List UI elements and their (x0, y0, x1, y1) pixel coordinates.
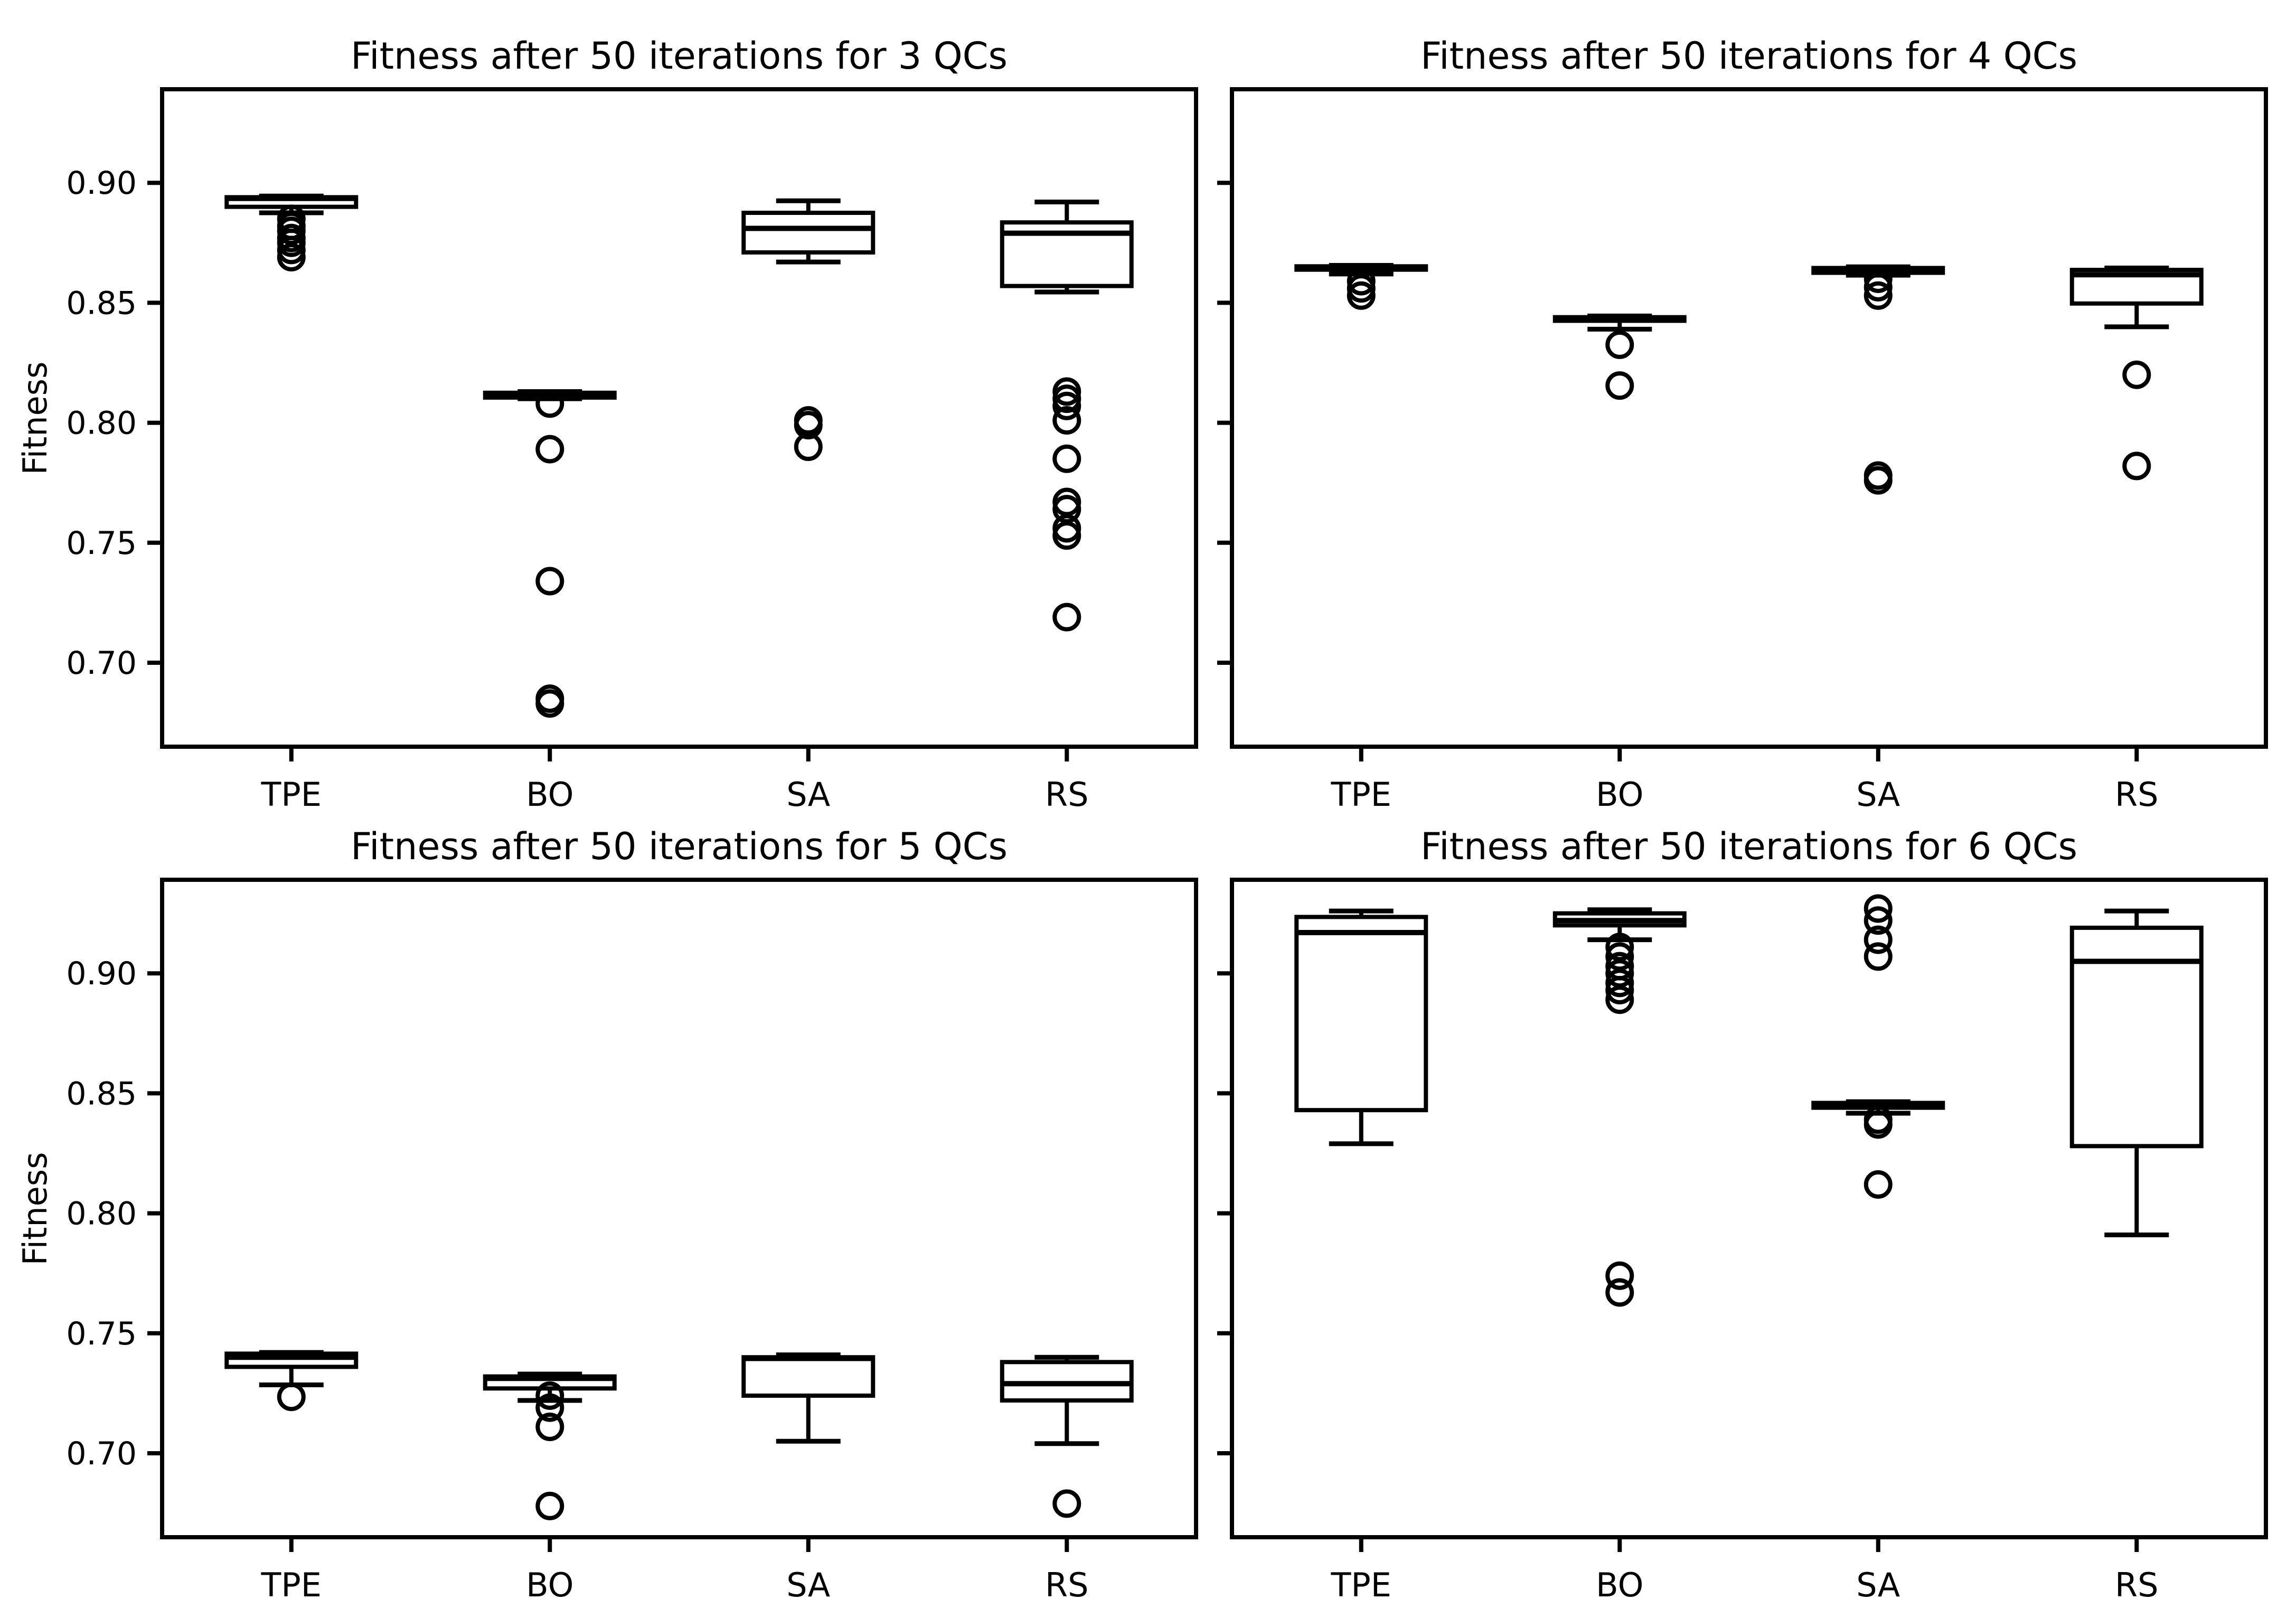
x-tick-label: SA (786, 1566, 831, 1599)
plot-area-5qcs (66, 880, 1196, 1599)
outlier-marker (1055, 605, 1079, 629)
x-tick-label: BO (526, 775, 574, 814)
y-tick-label: 0.85 (66, 285, 137, 322)
axes-frame (162, 89, 1196, 747)
x-tick-label: BO (1596, 1566, 1644, 1599)
x-tick-label: TPE (261, 775, 322, 814)
plot-area-6qcs (1217, 880, 2266, 1599)
x-tick-label: BO (526, 1566, 574, 1599)
y-tick-label: 0.70 (66, 644, 137, 682)
box-rect (744, 213, 873, 252)
subplot-title: Fitness after 50 iterations for 6 QCs (1420, 825, 2078, 868)
subplot-6qcs (1217, 825, 2266, 1599)
axes-frame (1232, 89, 2266, 747)
y-tick-label: 0.80 (66, 1195, 137, 1233)
y-tick-label: 0.75 (66, 1315, 137, 1352)
y-tick-label: 0.80 (66, 405, 137, 442)
outlier-marker (1055, 1491, 1079, 1516)
subplot-3qcs (16, 34, 1196, 814)
plot-area-4qcs (1217, 89, 2266, 814)
y-tick-label: 0.90 (66, 165, 137, 202)
outlier-marker (538, 569, 562, 593)
subplot-5qcs (16, 825, 1196, 1599)
outlier-marker (2124, 454, 2149, 478)
x-tick-label: SA (1856, 775, 1900, 814)
axes-frame (162, 880, 1196, 1537)
outlier-marker (1607, 1281, 1632, 1305)
outlier-marker (1866, 944, 1890, 968)
y-tick-label: 0.75 (66, 524, 137, 562)
x-tick-label: RS (1045, 1566, 1089, 1599)
y-tick-label: 0.90 (66, 955, 137, 993)
axes-frame (1232, 880, 2266, 1537)
y-tick-label: 0.70 (66, 1435, 137, 1472)
plot-area-3qcs (66, 89, 1196, 814)
x-tick-label: SA (786, 775, 831, 814)
subplot-title: Fitness after 50 iterations for 3 QCs (350, 34, 1008, 78)
x-tick-label: BO (1596, 775, 1644, 814)
outlier-marker (279, 1385, 304, 1409)
box-rect (744, 1357, 873, 1396)
outlier-marker (1607, 373, 1632, 398)
subplot-4qcs (1217, 34, 2266, 814)
outlier-marker (538, 437, 562, 462)
x-tick-label: TPE (261, 1566, 322, 1599)
outlier-marker (1607, 333, 1632, 357)
y-axis-label: Fitness (16, 361, 54, 475)
x-tick-label: TPE (1331, 775, 1391, 814)
outlier-marker (1055, 447, 1079, 471)
y-tick-label: 0.85 (66, 1075, 137, 1113)
y-axis-label: Fitness (16, 1152, 54, 1266)
subplot-title: Fitness after 50 iterations for 5 QCs (350, 825, 1008, 868)
outlier-marker (538, 1494, 562, 1518)
subplot-title: Fitness after 50 iterations for 4 QCs (1420, 34, 2078, 78)
x-tick-label: RS (1045, 775, 1089, 814)
x-tick-label: RS (2115, 775, 2159, 814)
box-rect (1296, 917, 1426, 1110)
x-tick-label: TPE (1331, 1566, 1391, 1599)
x-tick-label: SA (1856, 1566, 1900, 1599)
x-tick-label: RS (2115, 1566, 2159, 1599)
outlier-marker (2124, 363, 2149, 387)
outlier-marker (1866, 1172, 1890, 1197)
